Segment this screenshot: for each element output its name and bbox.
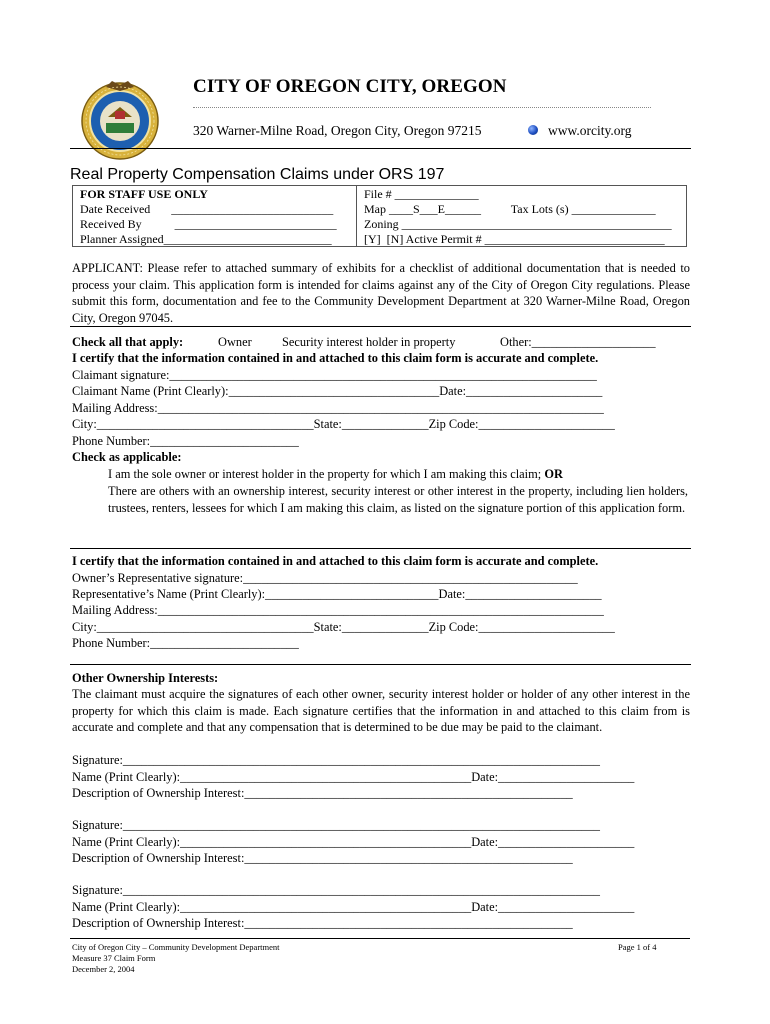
representative-signature-field[interactable]: Owner’s Representative signature:______________________________________________________ [72, 571, 578, 585]
other-signature-field-3[interactable]: Signature:_____________________________________________________________________________ [72, 883, 600, 897]
representative-certify-statement: I certify that the information contained in and attached to this claim form is accurate and complete. [72, 554, 599, 568]
other-description-field-3[interactable]: Description of Ownership Interest:_____________________________________________________ [72, 916, 573, 930]
form-title: Real Property Compensation Claims under ORS 197 [70, 166, 445, 183]
footer-divider [70, 938, 690, 939]
page-footer [72, 942, 280, 975]
header-divider [70, 148, 691, 149]
claimant-name-field[interactable]: Claimant Name (Print Clearly):__________________________________Date:______________________ [72, 384, 603, 398]
check-applicable-label: Check as applicable: [72, 450, 182, 464]
city-address: 320 Warner-Milne Road, Oregon City, Oregon 97215 [193, 123, 482, 138]
representative-phone-field[interactable]: Phone Number:________________________ [72, 636, 299, 650]
other-option-field[interactable]: Other:____________________ [500, 335, 656, 349]
other-name-field-3[interactable]: Name (Print Clearly):_______________________________________________Date:______________________ [72, 900, 635, 914]
representative-name-field[interactable]: Representative’s Name (Print Clearly):____________________________Date:______________________ [72, 587, 602, 601]
owner-option[interactable]: Owner [218, 335, 252, 349]
other-description-field-1[interactable]: Description of Ownership Interest:_____________________________________________________ [72, 786, 573, 800]
zoning-field[interactable]: Zoning _____________________________________________ [364, 217, 672, 231]
active-permit-field[interactable]: [Y] [N] Active Permit # ______________________________ [364, 232, 665, 246]
date-received-field[interactable]: Date Received ___________________________ [80, 202, 334, 216]
other-name-field-1[interactable]: Name (Print Clearly):_______________________________________________Date:______________________ [72, 770, 635, 784]
claimant-phone-field[interactable]: Phone Number:________________________ [72, 434, 299, 448]
other-signature-field-1[interactable]: Signature:_____________________________________________________________________________ [72, 753, 600, 767]
claimant-mailing-field[interactable]: Mailing Address:________________________________________________________________________ [72, 401, 604, 415]
claimant-signature-field[interactable]: Claimant signature:_____________________________________________________________________ [72, 368, 597, 382]
page-number: Page 1 of 4 [618, 942, 657, 952]
other-name-field-2[interactable]: Name (Print Clearly):_______________________________________________Date:______________________ [72, 835, 635, 849]
website-link[interactable]: www.orcity.org [548, 123, 632, 138]
other-interests-heading: Other Ownership Interests: [72, 671, 219, 685]
footer-date: December 2, 2004 [72, 964, 135, 974]
representative-city-field[interactable]: City:___________________________________State:______________Zip Code:______________________ [72, 620, 615, 634]
other-signature-field-2[interactable]: Signature:_____________________________________________________________________________ [72, 818, 600, 832]
others-interest-option[interactable]: There are others with an ownership interest, security interest or other interest in the property, including lien holders, trustees, renters, lessees for which I am making this claim, as listed on the signature portion of this application form. [108, 484, 688, 515]
map-taxlot-field[interactable]: Map ____S___E______ Tax Lots (s) ______________ [364, 202, 656, 216]
staff-use-box [72, 185, 687, 247]
staff-box-heading: FOR STAFF USE ONLY [80, 187, 208, 201]
planner-assigned-field[interactable]: Planner Assigned____________________________ [80, 232, 332, 246]
file-number-field[interactable]: File # ______________ [364, 187, 479, 201]
security-holder-option[interactable]: Security interest holder in property [282, 335, 456, 349]
sole-owner-text: I am the sole owner or interest holder in the property for which I am making this claim; [108, 467, 545, 481]
applicant-instructions: APPLICANT: Please refer to attached summary of exhibits for a checklist of additional documentation that is needed to process your claim. This application form is intended for claims against any of the City of Oregon City regulations. Please submit this form, documentation and fee to the Community Development Department at 320 Warner-Milne Road, Oregon City, Oregon 97045. [72, 261, 690, 325]
footer-form-name: Measure 37 Claim Form [72, 953, 156, 963]
other-interests-text: The claimant must acquire the signatures of each other owner, security interest holder or holder of any other interest in the property for which this claim is made. Each signature certifies that the information in and attached to this claim from is accurate and complete and that any compensation that is determined to be due may be paid to the claimant. [72, 687, 690, 734]
representative-mailing-field[interactable]: Mailing Address:________________________________________________________________________ [72, 603, 604, 617]
section-divider-representative [70, 548, 691, 549]
section-divider-claimant [70, 326, 691, 327]
or-label: OR [544, 467, 563, 481]
other-description-field-2[interactable]: Description of Ownership Interest:_____________________________________________________ [72, 851, 573, 865]
check-all-label: Check all that apply: [72, 335, 184, 349]
received-by-field[interactable]: Received By ___________________________ [80, 217, 337, 231]
title-divider [193, 107, 651, 108]
city-title: CITY OF OREGON CITY, OREGON [193, 76, 507, 97]
claimant-city-field[interactable]: City:___________________________________State:______________Zip Code:______________________ [72, 417, 615, 431]
section-divider-other [70, 664, 691, 665]
claimant-certify-statement: I certify that the information contained in and attached to this claim form is accurate and complete. [72, 351, 599, 365]
footer-department: City of Oregon City – Community Development Department [72, 942, 280, 952]
sole-owner-option[interactable] [108, 466, 563, 482]
globe-icon [528, 125, 538, 135]
